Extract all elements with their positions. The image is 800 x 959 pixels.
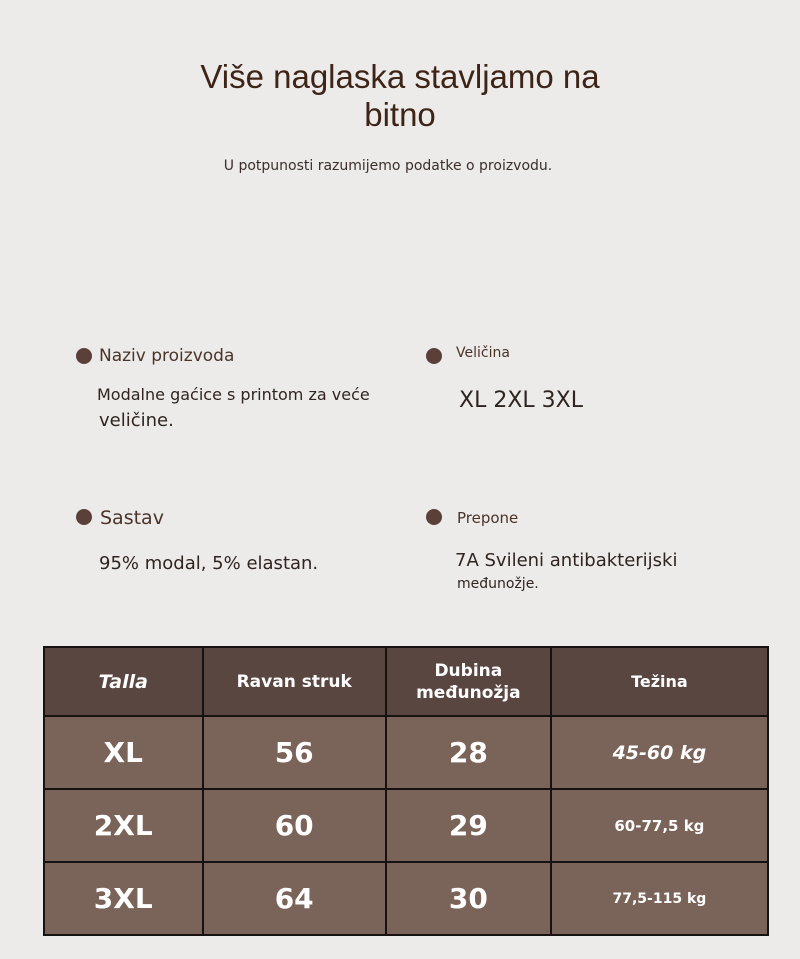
cell-weight: 45-60 kg (551, 716, 768, 789)
cell-size: XL (44, 716, 203, 789)
header-cell-crotch-depth (386, 647, 551, 716)
page-title (0, 58, 800, 134)
header-cell-weight: Težina (551, 647, 768, 716)
attr-crotch-value-line2: međunožje. (457, 576, 539, 592)
table-row (44, 716, 768, 789)
bullet-icon (76, 509, 92, 525)
attr-product-name-value (97, 382, 370, 434)
page-subtitle: U potpunosti razumijemo podatke o proizvodu. (223, 158, 553, 174)
header-cell-crotch-depth-label: Dubina međunožja (416, 660, 521, 703)
table-header-row (44, 647, 768, 716)
table-row (44, 789, 768, 862)
cell-waist: 64 (203, 862, 386, 935)
size-table (43, 646, 769, 936)
header-cell-waist: Ravan struk (203, 647, 386, 716)
attr-product-name-label: Naziv proizvoda (99, 346, 235, 366)
cell-crotch-depth: 28 (386, 716, 551, 789)
cell-size: 3XL (44, 862, 203, 935)
cell-weight: 60-77,5 kg (551, 789, 768, 862)
attr-crotch-value (455, 548, 678, 595)
cell-crotch-depth: 30 (386, 862, 551, 935)
cell-waist: 56 (203, 716, 386, 789)
cell-crotch-depth: 29 (386, 789, 551, 862)
page-title-line2: bitno (364, 96, 436, 133)
bullet-icon (426, 509, 442, 525)
table-row (44, 862, 768, 935)
attr-composition-label: Sastav (100, 507, 164, 529)
attr-crotch-label: Prepone (457, 509, 519, 527)
cell-size: 2XL (44, 789, 203, 862)
attr-product-name-value-line1: Modalne gaćice s printom za veće (97, 385, 370, 404)
attr-crotch-value-line1: 7A Svileni antibakterijski (455, 550, 678, 571)
attr-product-name-value-line2: veličine. (99, 410, 174, 431)
attr-composition-value: 95% modal, 5% elastan. (99, 553, 319, 574)
bullet-icon (76, 348, 92, 364)
bullet-icon (426, 348, 442, 364)
cell-weight: 77,5-115 kg (551, 862, 768, 935)
attr-size-value: XL 2XL 3XL (459, 388, 583, 413)
page-title-line1: Više naglaska stavljamo na (200, 58, 600, 95)
header-cell-size: Talla (44, 647, 203, 716)
attr-size-label: Veličina (456, 345, 510, 361)
cell-waist: 60 (203, 789, 386, 862)
